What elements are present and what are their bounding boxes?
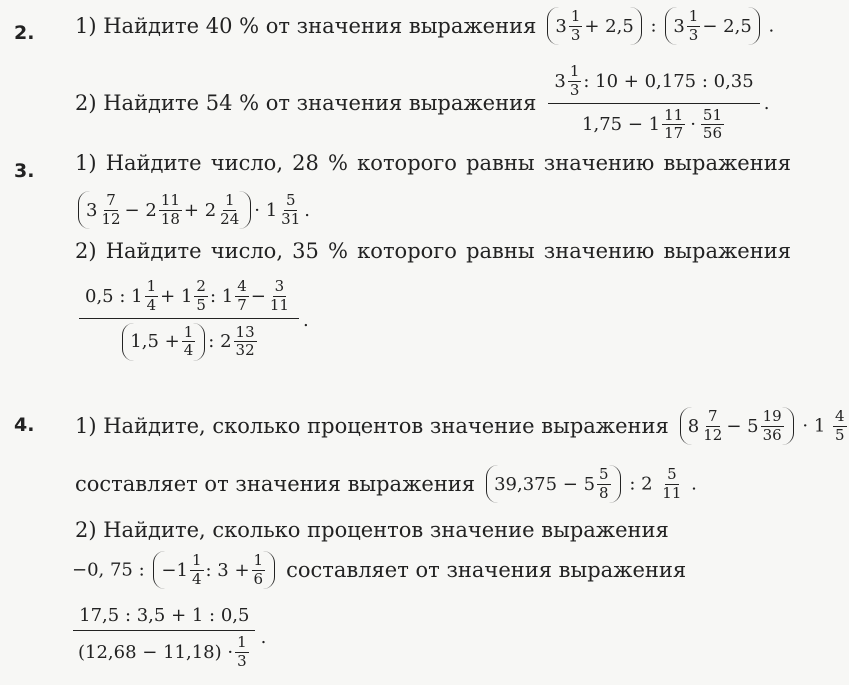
- denominator: 24: [220, 209, 240, 228]
- numerator: 5: [599, 464, 609, 483]
- p4-s2c-expression: [72, 596, 266, 678]
- denominator: 3: [570, 25, 581, 44]
- fraction: [190, 550, 204, 588]
- numerator: 4: [835, 406, 845, 425]
- problem-2-part-1: [75, 4, 774, 48]
- big-fraction: [72, 605, 257, 670]
- problem-3-part-2: [75, 236, 791, 266]
- word: выражения: [663, 151, 791, 175]
- word: Найдите: [105, 239, 202, 263]
- paren: [680, 407, 794, 446]
- fraction: [660, 464, 683, 502]
- word: 2): [75, 239, 97, 263]
- word: 1): [75, 151, 97, 175]
- period: .: [691, 473, 697, 494]
- numerator: 1: [569, 62, 580, 80]
- period: .: [768, 15, 775, 36]
- denominator: 36: [762, 425, 782, 444]
- fraction: [145, 279, 159, 314]
- numerator: 2: [196, 277, 206, 295]
- numerator: 5: [667, 464, 677, 483]
- denominator: 6: [253, 569, 264, 588]
- fraction: [569, 6, 583, 44]
- fraction: [833, 406, 847, 444]
- word: Найдите: [105, 151, 202, 175]
- operand: 1,5 +: [130, 331, 180, 353]
- operand: + 1: [160, 285, 193, 307]
- operand: : 3 +: [205, 559, 250, 581]
- numerator: 19: [762, 406, 782, 425]
- numerator: 1: [688, 6, 699, 25]
- fraction: [235, 632, 249, 670]
- p2-s1-text: 1) Найдите 40 % от значения выражения: [75, 14, 537, 38]
- denominator: 32: [235, 341, 255, 360]
- operand: − 2: [124, 199, 157, 221]
- numerator: 3: [274, 277, 285, 295]
- fraction: [568, 64, 582, 99]
- p4-s1-text: 1) Найдите, сколько процентов значение выражения: [75, 414, 669, 438]
- word: которого: [357, 239, 457, 263]
- operand: 1,75 − 1: [582, 114, 661, 136]
- denominator: 12: [703, 425, 723, 444]
- numerator: 7: [106, 190, 116, 209]
- paren: [122, 323, 205, 362]
- operand: 0,5 : 1: [85, 285, 143, 307]
- denominator: 11: [662, 483, 682, 502]
- whole: 8: [687, 415, 700, 437]
- paren: [153, 551, 275, 590]
- fraction: [687, 6, 701, 44]
- fraction: [701, 105, 724, 143]
- word: выражения: [663, 239, 791, 263]
- paren: [486, 465, 621, 504]
- numerator: 51: [702, 105, 723, 124]
- whole: 3: [554, 70, 566, 92]
- p4-s2b-expression: [72, 551, 278, 590]
- p2-s1-paren-1: [547, 7, 641, 46]
- problem-number-2: 2.: [14, 22, 35, 44]
- big-denominator: [576, 104, 732, 143]
- numerator: 1: [253, 550, 264, 569]
- big-denominator: [113, 319, 264, 362]
- numerator: 11: [664, 105, 684, 124]
- fraction: [218, 190, 241, 228]
- numerator: 7: [707, 406, 718, 425]
- big-denominator: [72, 631, 257, 670]
- denominator: 11: [269, 295, 289, 314]
- operand: −0, 75 :: [72, 559, 145, 580]
- denominator: 3: [569, 80, 580, 99]
- operand: : 2: [629, 473, 653, 494]
- denominator: 8: [599, 483, 609, 502]
- denominator: 17: [664, 124, 684, 143]
- operand: · 1: [802, 415, 826, 436]
- problem-4-part-1: [75, 400, 849, 452]
- p2-s2-text: 2) Найдите 54 % от значения выражения: [75, 91, 537, 115]
- denominator: 5: [196, 295, 206, 314]
- denominator: 4: [191, 569, 202, 588]
- denominator: 18: [160, 209, 180, 228]
- numerator: 13: [235, 322, 255, 341]
- fraction: [234, 322, 257, 360]
- numerator: 1: [146, 277, 157, 295]
- big-numerator: [548, 64, 759, 104]
- operand: − 5: [726, 415, 759, 437]
- p2-s1-expression: [544, 7, 774, 46]
- denominator: 4: [146, 295, 157, 314]
- denominator: 7: [237, 295, 247, 314]
- whole: 3: [86, 199, 98, 221]
- p2-s2-big-fraction: [548, 64, 759, 142]
- p4-s1b-text: составляет от значения выражения: [75, 472, 476, 496]
- whole: 3: [673, 15, 685, 37]
- word: значению: [543, 239, 655, 263]
- denominator: 5: [835, 425, 845, 444]
- word: равны: [466, 151, 535, 175]
- denominator: 3: [688, 25, 699, 44]
- fraction: [194, 279, 208, 314]
- fraction: [761, 406, 784, 444]
- word: число,: [210, 151, 283, 175]
- period: .: [302, 309, 309, 331]
- fraction: [662, 105, 685, 143]
- big-fraction: [79, 279, 299, 361]
- operand: −1: [161, 559, 188, 581]
- whole: 3: [555, 15, 567, 37]
- word: %: [328, 239, 349, 263]
- denominator: 3: [237, 651, 247, 670]
- word: %: [328, 151, 349, 175]
- p4-s2b-text: составляет от значения выражения: [286, 558, 687, 582]
- fraction: [235, 279, 249, 314]
- p3-s1-expression: [75, 186, 310, 234]
- fraction: [279, 190, 302, 228]
- fraction: [597, 464, 611, 502]
- numerator: 11: [160, 190, 180, 209]
- operand: (12,68 − 11,18) ·: [78, 641, 234, 663]
- fraction: [252, 550, 266, 588]
- operand: + 2,5: [584, 15, 634, 37]
- big-numerator: 17,5 : 3,5 + 1 : 0,5: [73, 605, 255, 631]
- problem-number-3: 3.: [14, 160, 35, 182]
- numerator: 5: [285, 190, 296, 209]
- numerator: 1: [183, 322, 194, 341]
- operand: 39,375 − 5: [494, 473, 596, 495]
- paren: [78, 191, 251, 230]
- operand: : 2: [208, 331, 232, 353]
- word: которого: [357, 151, 457, 175]
- word: равны: [466, 239, 535, 263]
- word: 35: [292, 239, 319, 263]
- word: 28: [292, 151, 319, 175]
- operand: : 10 + 0,175 : 0,35: [583, 70, 754, 92]
- denominator: 4: [183, 341, 194, 360]
- problem-4-part-2-continued: [72, 545, 686, 595]
- numerator: 1: [237, 632, 247, 651]
- operand: + 2: [183, 199, 217, 221]
- word: значению: [543, 151, 655, 175]
- fraction: [268, 279, 291, 314]
- problem-4-part-2: 2) Найдите, сколько процентов значение выражения: [75, 518, 669, 542]
- numerator: 4: [237, 277, 247, 295]
- big-numerator: [79, 279, 299, 319]
- denominator: 12: [101, 209, 121, 228]
- fraction: [182, 322, 196, 360]
- operator: ·: [690, 114, 696, 136]
- problem-2-part-2: [75, 58, 769, 148]
- word: число,: [210, 239, 283, 263]
- problem-3-part-1: [75, 148, 791, 178]
- operand: · 1: [254, 199, 278, 221]
- numerator: 1: [191, 550, 202, 569]
- operator: :: [650, 15, 657, 36]
- period: .: [304, 199, 310, 221]
- fraction: [159, 190, 182, 228]
- period: .: [260, 626, 267, 648]
- operand: : 1: [209, 285, 234, 307]
- problem-number-4: 4.: [14, 414, 35, 436]
- p4-s1b-expression: [483, 465, 697, 504]
- denominator: 56: [702, 124, 723, 143]
- operand: − 2,5: [702, 15, 752, 37]
- p2-s1-paren-2: [665, 7, 759, 46]
- fraction: [99, 190, 122, 228]
- fraction: [701, 406, 724, 444]
- operator: −: [250, 285, 266, 307]
- problem-4-part-1-continued: [75, 458, 697, 510]
- p4-s1-expression: [677, 407, 849, 446]
- numerator: 1: [224, 190, 235, 209]
- denominator: 31: [281, 209, 301, 228]
- numerator: 1: [570, 6, 581, 25]
- p3-s2-expression: [75, 270, 309, 370]
- period: .: [763, 92, 770, 114]
